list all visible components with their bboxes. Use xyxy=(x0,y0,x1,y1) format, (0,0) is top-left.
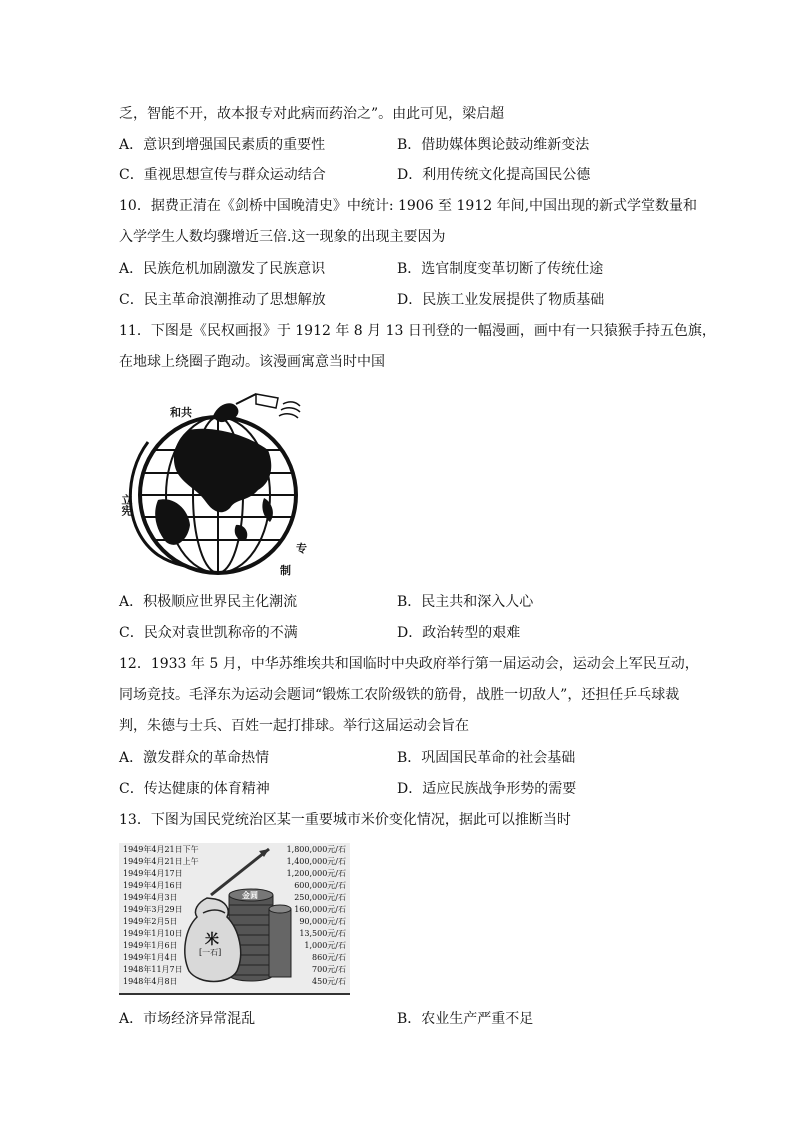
price-row: 250,000元/石 xyxy=(294,893,346,902)
q11-option-b[interactable]: B．民主共和深入人心 xyxy=(397,594,534,610)
question-12-stem-line1: 12．1933 年 5 月，中华苏维埃共和国临时中央政府举行第一届运动会，运动会上军民互动， xyxy=(119,656,699,672)
date-row: 1949年4月21日上午 xyxy=(123,857,199,866)
date-row: 1949年2月5日 xyxy=(123,917,178,926)
rice-bag-sublabel: [一石] xyxy=(199,948,222,957)
date-row: 1949年4月16日 xyxy=(123,881,183,890)
date-row: 1949年1月6日 xyxy=(123,941,178,950)
globe-cartoon-svg xyxy=(118,390,308,580)
price-row: 600,000元/石 xyxy=(294,881,346,890)
question-10-stem-line1: 10．据费正清在《剑桥中国晚清史》中统计: 1906 至 1912 年间,中国出现的新式学堂数量和 xyxy=(119,198,698,214)
q13-option-b[interactable]: B．农业生产严重不足 xyxy=(397,1011,534,1027)
q10-option-b[interactable]: B．选官制度变革切断了传统仕途 xyxy=(397,261,604,277)
price-row: 450元/石 xyxy=(312,977,346,986)
question-12-stem-line2: 同场竞技。毛泽东为运动会题词“锻炼工农阶级铁的筋骨，战胜一切敌人”，还担任乒乓球裁 xyxy=(119,687,680,703)
q12-option-c[interactable]: C．传达健康的体育精神 xyxy=(119,781,270,797)
q10-option-c[interactable]: C．民主革命浪潮推动了思想解放 xyxy=(119,292,326,308)
price-row: 860元/石 xyxy=(312,953,346,962)
globe-cartoon-figure xyxy=(118,390,308,580)
question-11-stem-line2: 在地球上绕圈子跑动。该漫画寓意当时中国 xyxy=(119,354,385,370)
date-row: 1949年4月17日 xyxy=(123,869,183,878)
q13-option-a[interactable]: A．市场经济异常混乱 xyxy=(119,1011,256,1027)
price-row: 1,000元/石 xyxy=(304,941,346,950)
date-row: 1949年1月4日 xyxy=(123,953,178,962)
cartoon-label-constitution: 立宪 xyxy=(120,494,133,516)
q9-option-a[interactable]: A．意识到增强国民素质的重要性 xyxy=(119,137,326,153)
q10-option-a[interactable]: A．民族危机加剧激发了民族意识 xyxy=(119,261,326,277)
price-row: 1,400,000元/石 xyxy=(286,857,346,866)
q9-option-c[interactable]: C．重视思想宣传与群众运动结合 xyxy=(119,167,326,183)
q9-option-d[interactable]: D．利用传统文化提高国民公德 xyxy=(397,167,591,183)
question-11-stem-line1: 11．下图是《民权画报》于 1912 年 8 月 13 日刊登的一幅漫画，画中有一只猿猴手持五色旗， xyxy=(119,323,716,339)
date-row: 1949年1月10日 xyxy=(123,929,183,938)
question-13-stem: 13．下图为国民党统治区某一重要城市米价变化情况，据此可以推断当时 xyxy=(119,812,571,828)
price-row: 1,800,000元/石 xyxy=(286,845,346,854)
date-row: 1949年3月29日 xyxy=(123,905,183,914)
cartoon-label-zhuan: 专 xyxy=(296,542,307,555)
q9-option-b[interactable]: B．借助媒体舆论鼓动维新变法 xyxy=(397,137,590,153)
rice-price-figure xyxy=(119,843,350,995)
question-9-stem-tail: 乏，智能不开，故本报专对此病而药治之”。由此可见，梁启超 xyxy=(119,106,505,122)
date-row: 1948年11月7日 xyxy=(123,965,183,974)
price-row: 90,000元/石 xyxy=(299,917,346,926)
question-12-stem-line3: 判，朱德与士兵、百姓一起打排球。举行这届运动会旨在 xyxy=(119,718,469,734)
q11-option-d[interactable]: D．政治转型的艰难 xyxy=(397,625,521,641)
rice-bag-label: 米 xyxy=(205,932,219,948)
q12-option-a[interactable]: A．激发群众的革命热情 xyxy=(119,750,270,766)
date-row: 1949年4月21日下午 xyxy=(123,845,199,854)
price-row: 700元/石 xyxy=(312,965,346,974)
q11-option-a[interactable]: A．积极顺应世界民主化潮流 xyxy=(119,594,298,610)
q12-option-d[interactable]: D．适应民族战争形势的需要 xyxy=(397,781,577,797)
price-row: 160,000元/石 xyxy=(294,905,346,914)
date-row: 1948年4月8日 xyxy=(123,977,178,986)
date-row: 1949年4月3日 xyxy=(123,893,178,902)
cartoon-label-republic: 和共 xyxy=(170,406,192,419)
question-10-stem-line2: 入学学生人数均骤增近三倍.这一现象的出现主要因为 xyxy=(119,229,446,245)
price-row: 1,200,000元/石 xyxy=(286,869,346,878)
price-row: 13,500元/石 xyxy=(299,929,346,938)
q12-option-b[interactable]: B．巩固国民革命的社会基础 xyxy=(397,750,576,766)
q10-option-d[interactable]: D．民族工业发展提供了物质基础 xyxy=(397,292,605,308)
coin-label: 金圆 xyxy=(242,890,258,900)
cartoon-label-zhi: 制 xyxy=(280,564,291,577)
q11-option-c[interactable]: C．民众对袁世凯称帝的不满 xyxy=(119,625,298,641)
